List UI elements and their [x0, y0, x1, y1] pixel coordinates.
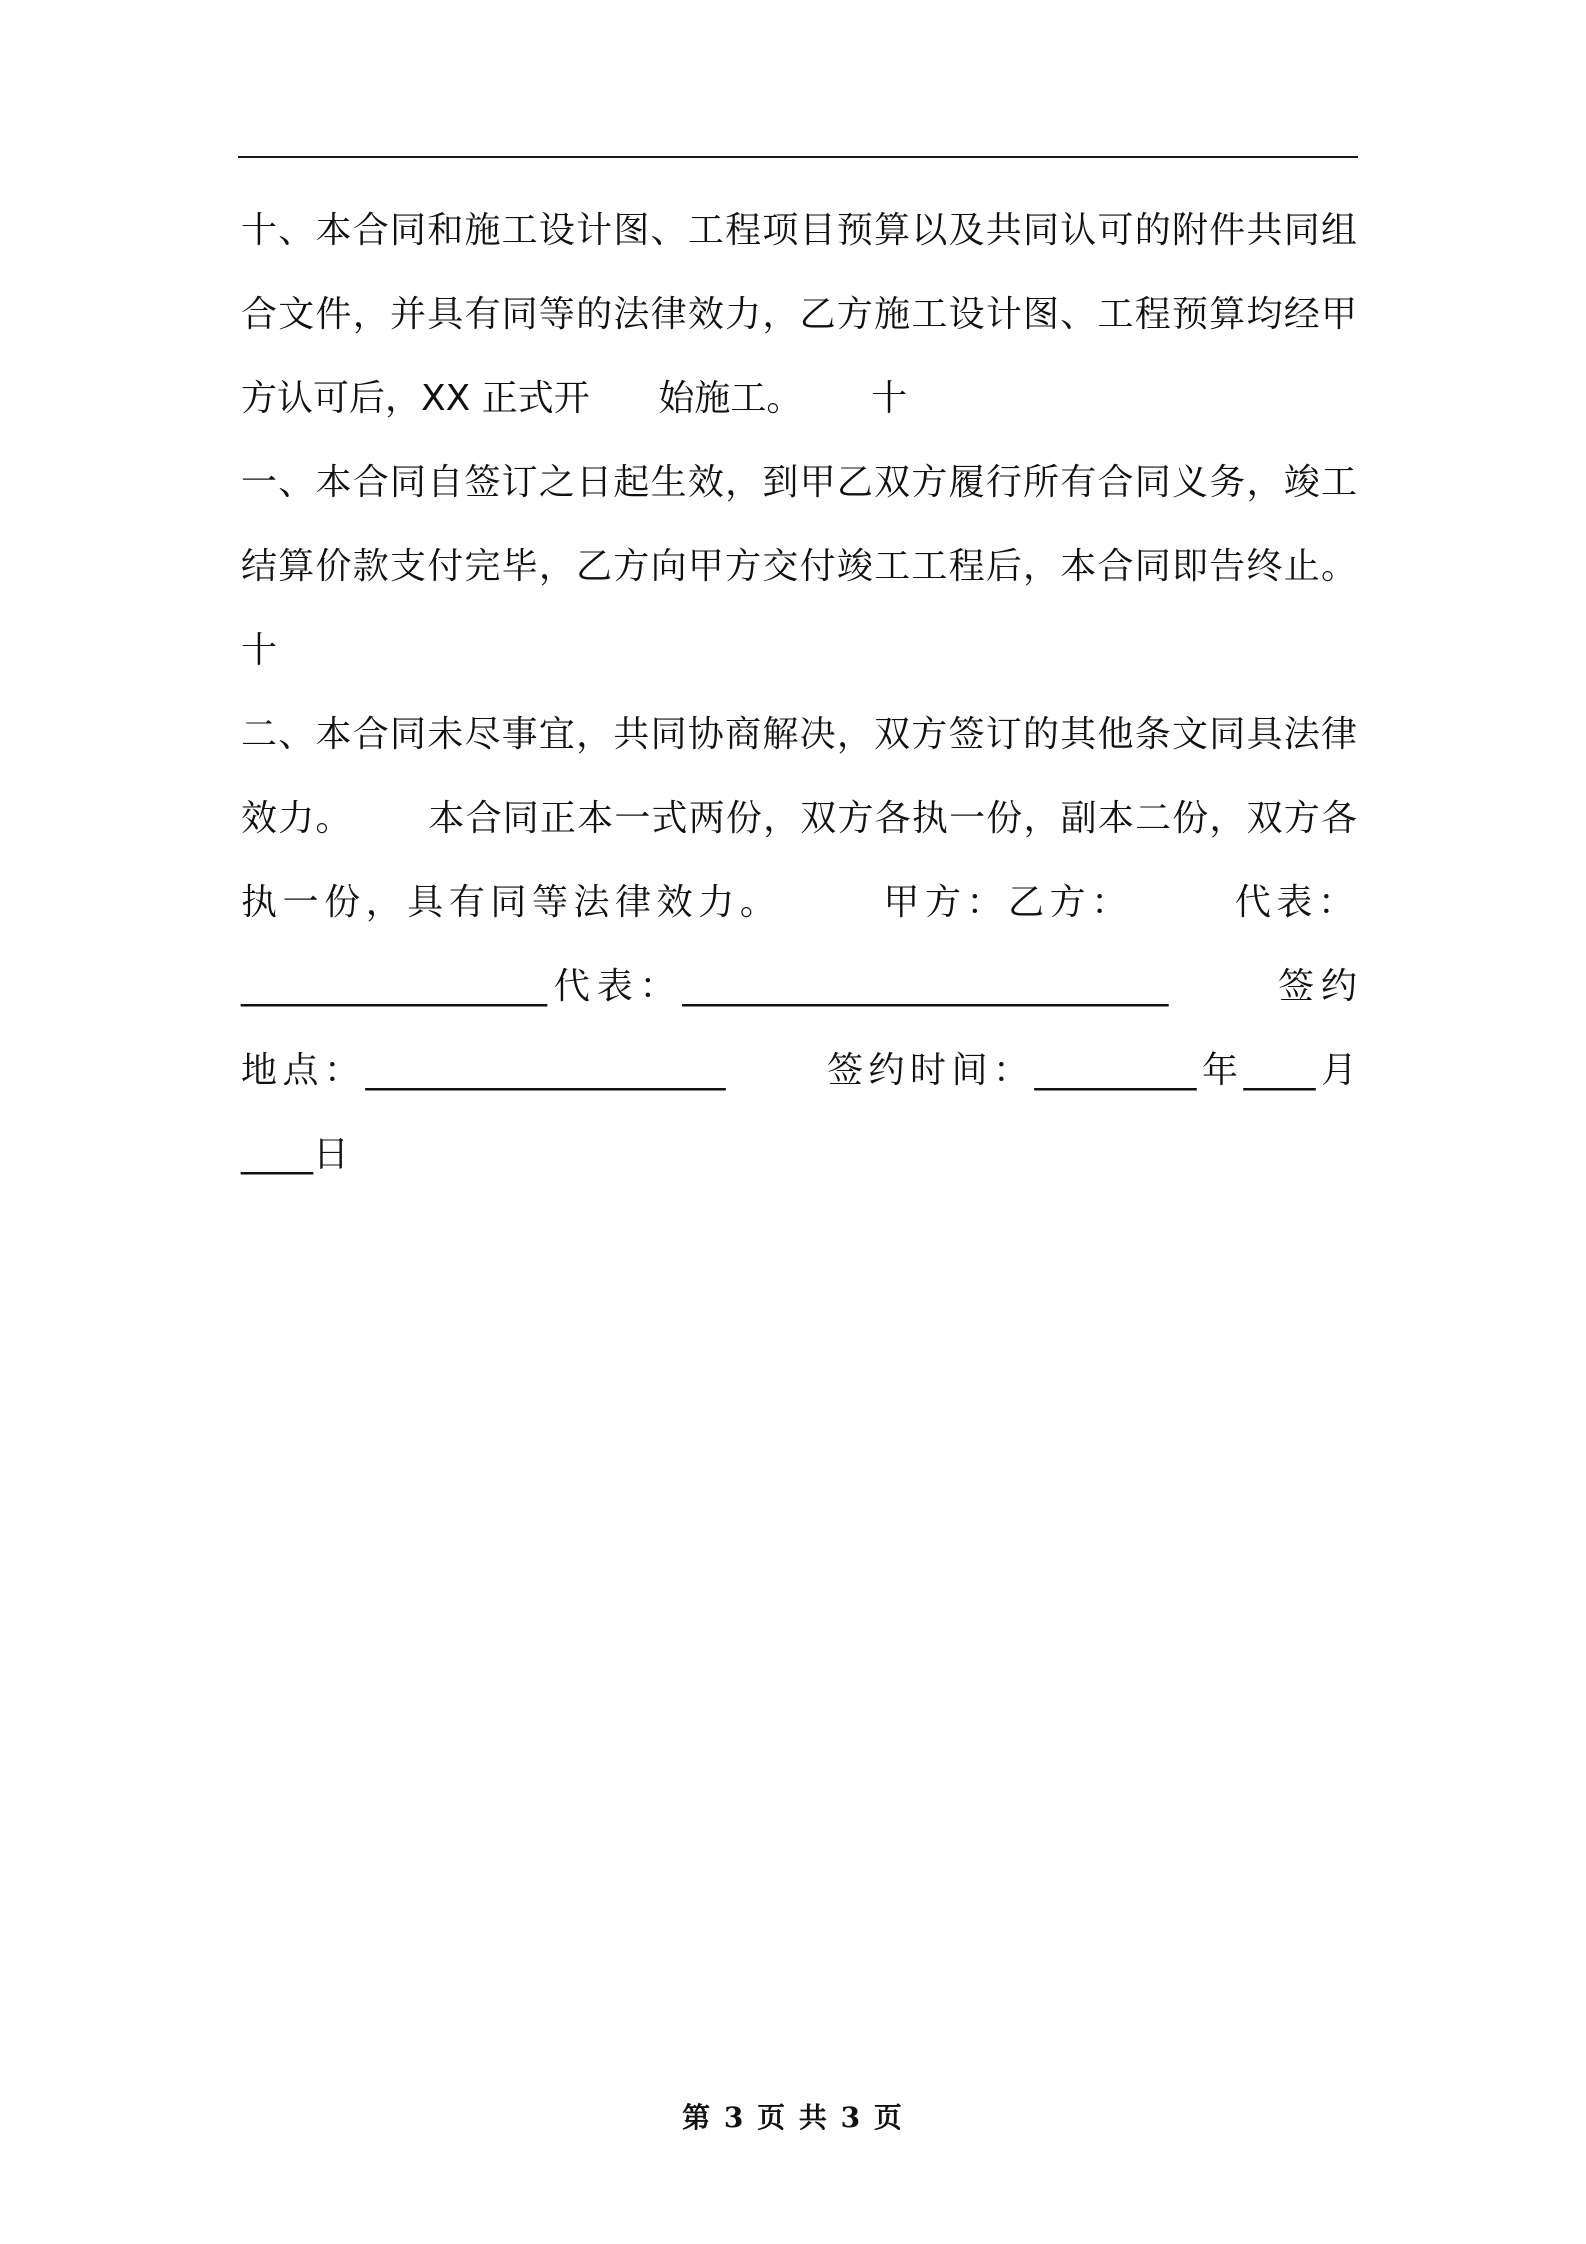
- header-rule: [238, 156, 1358, 158]
- body-line: 十: [241, 630, 278, 671]
- body-line: 结算价款支付完毕，乙方向甲方交付竣工工程后，本合同即告终止。: [241, 546, 1357, 587]
- signature-parties-line: 执一份，具有同等法律效力。 甲方：乙方： 代表：: [241, 882, 1357, 923]
- page-number-footer: 第 3 页 共 3 页: [682, 2101, 904, 2134]
- signature-place-time-line: 地点：____________________ 签约时间：_________年____月: [241, 1050, 1357, 1091]
- signature-representative-line: _________________代表：___________________________ 签约: [241, 966, 1357, 1007]
- body-line: 效力。 本合同正本一式两份，双方各执一份，副本二份，双方各: [241, 798, 1357, 839]
- body-line: 一、本合同自签订之日起生效，到甲乙双方履行所有合同义务，竣工: [241, 462, 1357, 503]
- body-line: 二、本合同未尽事宜，共同协商解决，双方签订的其他条文同具法律: [241, 714, 1357, 755]
- body-line: 方认可后，XX 正式开 始施工。 十: [241, 378, 908, 419]
- body-line: 十、本合同和施工设计图、工程项目预算以及共同认可的附件共同组: [241, 210, 1357, 251]
- body-line: 合文件，并具有同等的法律效力，乙方施工设计图、工程预算均经甲: [241, 294, 1357, 335]
- signature-day-line: ____日: [241, 1134, 350, 1175]
